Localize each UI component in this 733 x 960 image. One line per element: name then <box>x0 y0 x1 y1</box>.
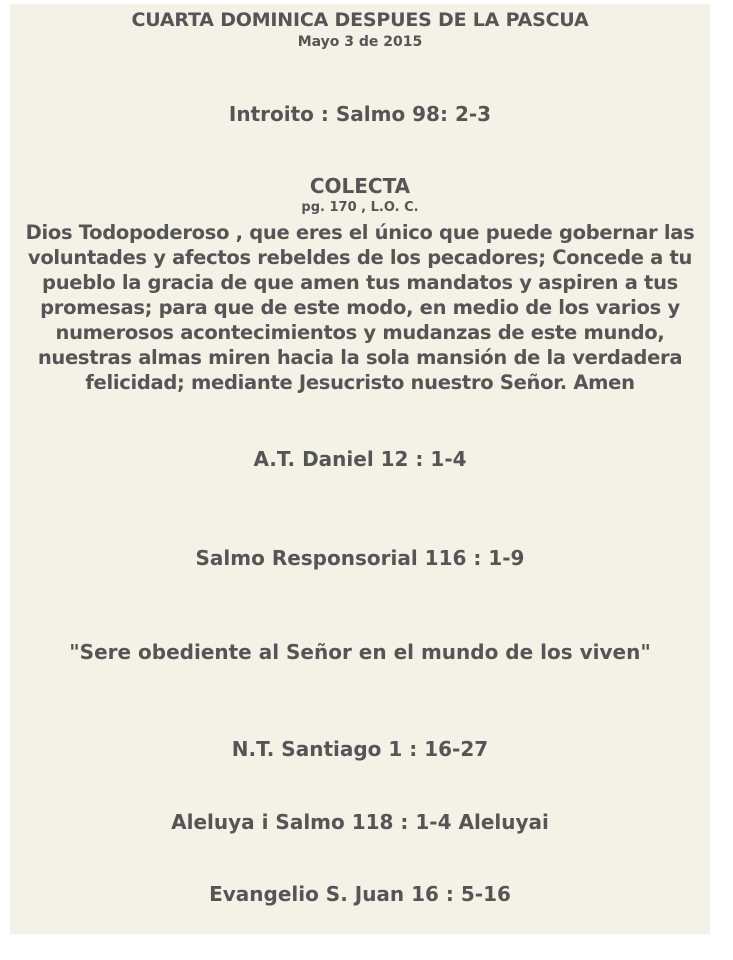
colecta-prayer-line: nuestras almas miren hacia la sola mansión de la verdadera <box>37 346 683 369</box>
alleluia-verse: Aleluya i Salmo 118 : 1-4 Aleluyai <box>171 810 549 834</box>
colecta-heading: COLECTA <box>309 174 411 198</box>
colecta-prayer-line: promesas; para que de este modo, en medio de los varios y <box>40 296 680 319</box>
colecta-prayer-line: pueblo la gracia de que amen tus mandatos y aspiren a tus <box>42 271 678 294</box>
colecta-prayer <box>10 220 710 395</box>
old-testament-reading: A.T. Daniel 12 : 1-4 <box>253 447 467 471</box>
colecta-prayer-line: Dios Todopoderoso , que eres el único que puede gobernar las <box>25 221 695 244</box>
colecta-prayer-line: voluntades y afectos rebeldes de los pecadores; Concede a tu <box>27 246 693 269</box>
colecta-page-reference: pg. 170 , L.O. C. <box>301 200 419 215</box>
new-testament-reading: N.T. Santiago 1 : 16-27 <box>231 737 489 761</box>
gospel-reading: Evangelio S. Juan 16 : 5-16 <box>209 882 511 906</box>
psalm-antiphon: "Sere obediente al Señor en el mundo de los viven" <box>69 640 651 664</box>
responsorial-psalm: Salmo Responsorial 116 : 1-9 <box>195 546 525 570</box>
colecta-prayer-line: felicidad; mediante Jesucristo nuestro Señor. Amen <box>85 371 635 394</box>
service-date: Mayo 3 de 2015 <box>297 34 423 50</box>
page-title: CUARTA DOMINICA DESPUES DE LA PASCUA <box>131 9 589 31</box>
introito-reading: Introito : Salmo 98: 2-3 <box>228 102 492 126</box>
colecta-prayer-line: numerosos acontecimientos y mudanzas de este mundo, <box>55 321 665 344</box>
bulletin-sheet <box>10 4 710 934</box>
